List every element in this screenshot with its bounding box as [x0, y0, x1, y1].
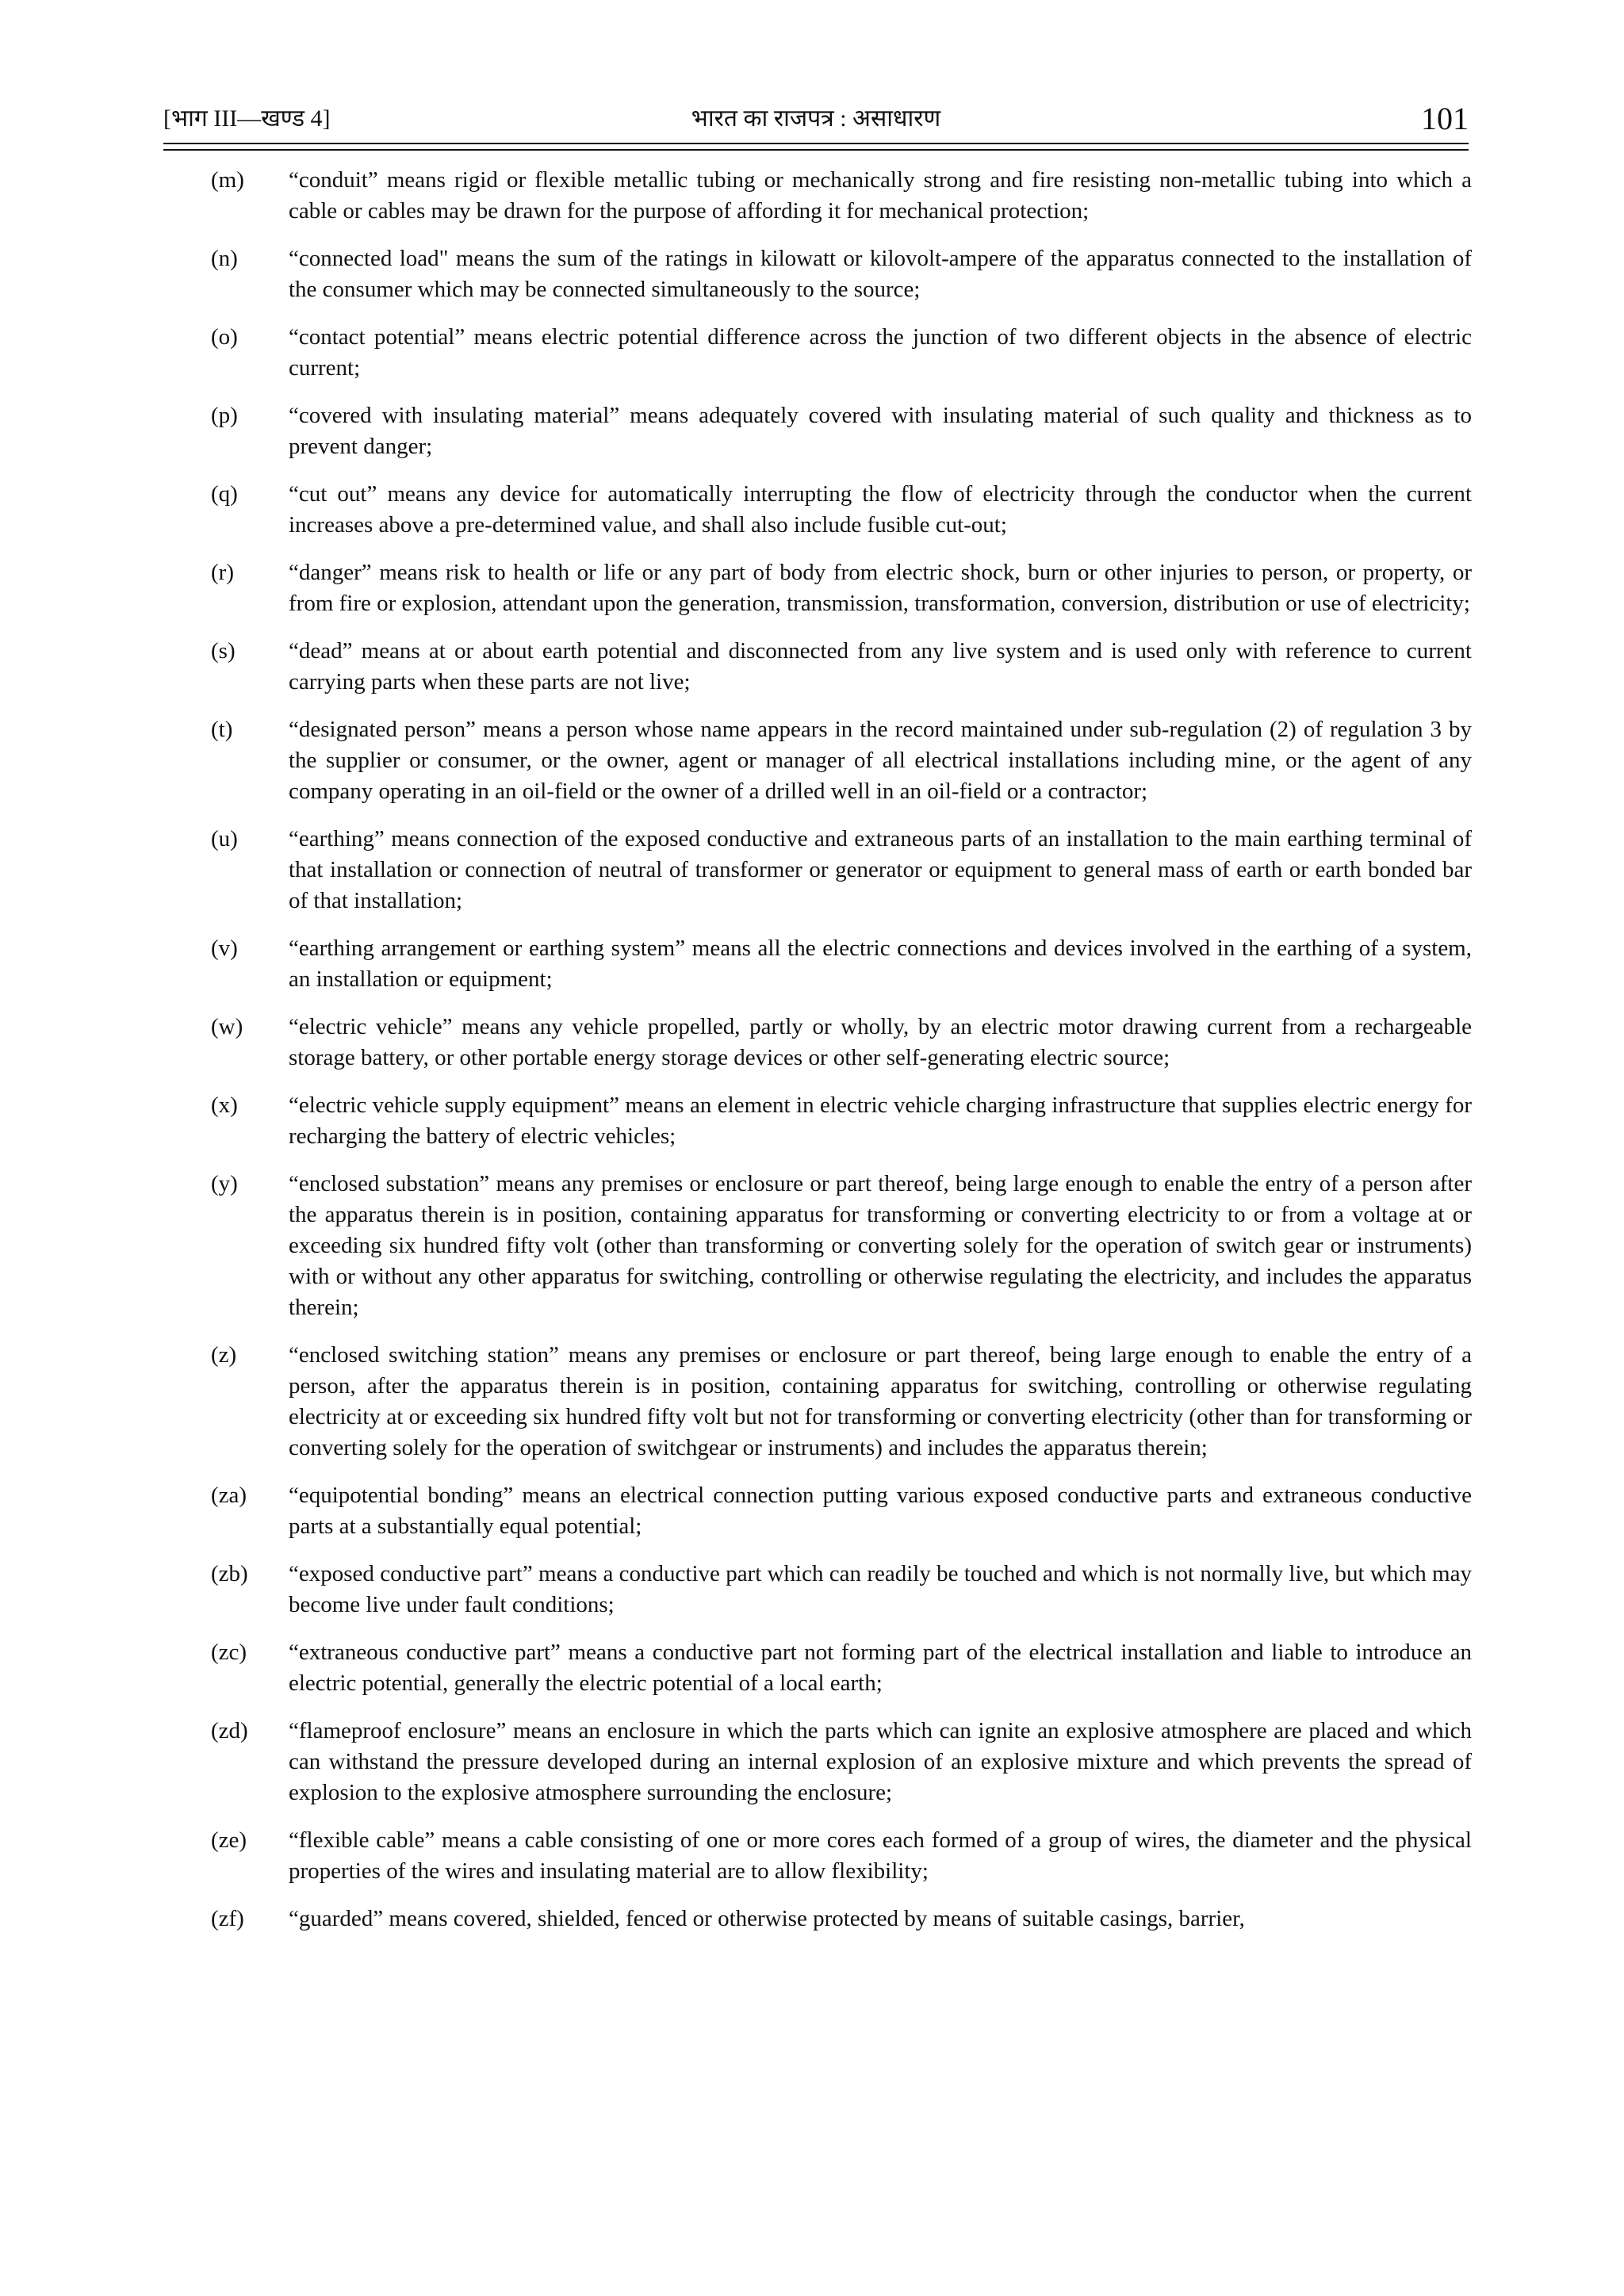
definition-text: “exposed conductive part” means a conductive part which can readily be touched and which is not normally live, but which may become live under fault conditions;	[289, 1561, 1472, 1617]
definition-text: “electric vehicle supply equipment” means an element in electric vehicle charging infrastructure that supplies electric energy for recharging the battery of electric vehicles;	[289, 1093, 1472, 1149]
definition-text: “enclosed substation” means any premises or enclosure or part thereof, being large enough to enable the entry of a person after the apparatus therein is in position, containing apparatus for transforming or converting electricity to or from a voltage at or exceeding six hundred fifty volt (other than transforming or converting solely for the operation of switch gear or instruments) with or without any other apparatus for switching, controlling or otherwise regulating the electricity, and includes the apparatus therein;	[289, 1171, 1472, 1320]
definition-label: (zc)	[211, 1640, 247, 1665]
definition-item	[211, 1090, 1472, 1152]
header-rule-top	[163, 143, 1469, 144]
definition-label: (w)	[211, 1014, 243, 1039]
definition-item	[211, 933, 1472, 995]
definition-text: “designated person” means a person whose name appears in the record maintained under sub-regulation (2) of regulation 3 by the supplier or consumer, or the owner, agent or manager of all electrical installations including mine, or the agent of any company operating in an oil-field or the owner of a drilled well in an oil-field or a contractor;	[289, 717, 1472, 804]
definition-text: “flexible cable” means a cable consisting of one or more cores each formed of a group of wires, the diameter and the physical properties of the wires and insulating material are to allow flexibility;	[289, 1827, 1472, 1884]
definition-text: “dead” means at or about earth potential and disconnected from any live system and is used only with reference to current carrying parts when these parts are not live;	[289, 638, 1472, 695]
definition-label: (x)	[211, 1093, 238, 1118]
page-header	[163, 97, 1469, 141]
definition-text: “extraneous conductive part” means a conductive part not forming part of the electrical installation and liable to introduce an electric potential, generally the electric potential of a local earth;	[289, 1640, 1472, 1696]
definition-label: (u)	[211, 826, 238, 851]
definitions-list	[211, 165, 1472, 1951]
definition-item	[211, 165, 1472, 227]
definition-item	[211, 1012, 1472, 1073]
definition-text: “enclosed switching station” means any premises or enclosure or part thereof, being large enough to enable the entry of a person, after the apparatus therein is in position, containing apparatus for switching, controlling or otherwise regulating electricity at or exceeding six hundred fifty volt but not for transforming or converting electricity (other than for transforming or converting solely for the operation of switchgear or instruments) and includes the apparatus therein;	[289, 1342, 1472, 1460]
definition-text: “conduit” means rigid or flexible metallic tubing or mechanically strong and fire resisting non-metallic tubing into which a cable or cables may be drawn for the purpose of affording it for mechanical protection;	[289, 167, 1472, 224]
header-rule-bottom	[163, 149, 1469, 151]
definition-item	[211, 243, 1472, 305]
definition-label: (z)	[211, 1342, 237, 1368]
gazette-title: भारत का राजपत्र : असाधारण	[691, 105, 941, 132]
definition-text: “danger” means risk to health or life or any part of body from electric shock, burn or other injuries to person, or property, or from fire or explosion, attendant upon the generation, transmission, transformation, conversion, distribution or use of electricity;	[289, 560, 1472, 616]
definition-item	[211, 824, 1472, 916]
definition-label: (zd)	[211, 1718, 248, 1743]
definition-label: (zb)	[211, 1561, 248, 1586]
definition-text: “flameproof enclosure” means an enclosure in which the parts which can ignite an explosive atmosphere are placed and which can withstand the pressure developed during an internal explosion of an explosive mixture and which prevents the spread of explosion to the explosive atmosphere surrounding the enclosure;	[289, 1718, 1472, 1805]
definition-item	[211, 714, 1472, 807]
definition-label: (za)	[211, 1483, 247, 1508]
definition-label: (o)	[211, 324, 238, 350]
definition-item	[211, 1169, 1472, 1323]
definition-item	[211, 1559, 1472, 1621]
definition-item	[211, 1340, 1472, 1464]
definition-label: (v)	[211, 936, 238, 961]
definition-item	[211, 636, 1472, 698]
definition-item	[211, 1637, 1472, 1699]
definition-text: “connected load" means the sum of the ratings in kilowatt or kilovolt-ampere of the apparatus connected to the installation of the consumer which may be connected simultaneously to the source;	[289, 246, 1472, 302]
part-section-label: [भाग III—खण्ड 4]	[163, 105, 331, 132]
page-number: 101	[1421, 101, 1469, 136]
definition-label: (y)	[211, 1171, 238, 1196]
definition-item	[211, 479, 1472, 541]
definition-item	[211, 1480, 1472, 1542]
definition-text: “earthing” means connection of the exposed conductive and extraneous parts of an installation to the main earthing terminal of that installation or connection of neutral of transformer or generator or equipment to general mass of earth or earth bonded bar of that installation;	[289, 826, 1472, 913]
definition-text: “cut out” means any device for automatically interrupting the flow of electricity through the conductor when the current increases above a pre-determined value, and shall also include fusible cut-out;	[289, 481, 1472, 538]
definition-text: “covered with insulating material” means adequately covered with insulating material of such quality and thickness as to prevent danger;	[289, 403, 1472, 459]
definition-item	[211, 400, 1472, 462]
definition-text: “equipotential bonding” means an electrical connection putting various exposed conductive parts and extraneous conductive parts at a substantially equal potential;	[289, 1483, 1472, 1539]
definition-label: (s)	[211, 638, 236, 664]
definition-label: (ze)	[211, 1827, 247, 1853]
definition-label: (zf)	[211, 1906, 244, 1931]
definition-item	[211, 322, 1472, 384]
definition-label: (p)	[211, 403, 238, 428]
definition-label: (q)	[211, 481, 238, 507]
definition-item	[211, 1825, 1472, 1887]
definition-text: “earthing arrangement or earthing system” means all the electric connections and devices involved in the earthing of a system, an installation or equipment;	[289, 936, 1472, 992]
definition-item	[211, 1904, 1472, 1934]
definition-label: (t)	[211, 717, 233, 742]
definition-text: “electric vehicle” means any vehicle propelled, partly or wholly, by an electric motor drawing current from a rechargeable storage battery, or other portable energy storage devices or other self-generating electric source;	[289, 1014, 1472, 1070]
definition-label: (r)	[211, 560, 234, 585]
definition-text: “contact potential” means electric potential difference across the junction of two different objects in the absence of electric current;	[289, 324, 1472, 381]
definition-item	[211, 1716, 1472, 1808]
definition-label: (n)	[211, 246, 238, 271]
definition-label: (m)	[211, 167, 244, 193]
definition-item	[211, 557, 1472, 619]
definition-text: “guarded” means covered, shielded, fenced or otherwise protected by means of suitable casings, barrier,	[289, 1906, 1245, 1931]
